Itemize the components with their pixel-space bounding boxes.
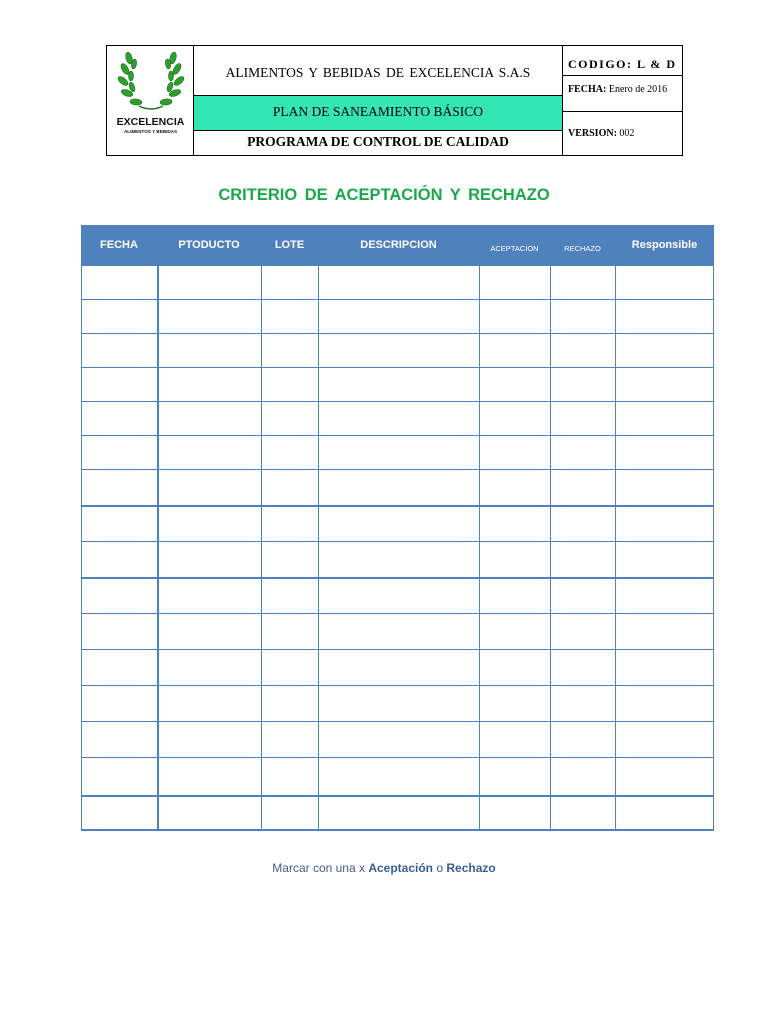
cell-rechazo[interactable] xyxy=(550,578,615,614)
column-header-aceptacion: ACEPTACION xyxy=(490,244,539,253)
cell-lote[interactable] xyxy=(261,758,318,796)
table-row xyxy=(81,758,714,796)
cell-fecha[interactable] xyxy=(81,368,157,402)
table-row xyxy=(81,506,714,542)
cell-producto[interactable] xyxy=(157,758,261,796)
cell-lote[interactable] xyxy=(261,506,318,542)
instructions-aceptacion: Aceptación xyxy=(368,861,434,875)
cell-descripcion[interactable] xyxy=(318,650,479,686)
cell-responsible[interactable] xyxy=(615,614,714,650)
cell-rechazo[interactable] xyxy=(550,402,615,436)
cell-fecha[interactable] xyxy=(81,470,157,506)
fecha-row xyxy=(563,76,683,112)
cell-descripcion[interactable] xyxy=(318,368,479,402)
version-row xyxy=(563,112,683,155)
cell-aceptacion[interactable] xyxy=(479,578,550,614)
column-header-fecha: FECHA xyxy=(100,239,138,251)
cell-aceptacion[interactable] xyxy=(479,722,550,758)
cell-responsible[interactable] xyxy=(615,578,714,614)
document-meta xyxy=(563,46,683,155)
cell-fecha[interactable] xyxy=(81,300,157,334)
cell-fecha[interactable] xyxy=(81,436,157,470)
cell-responsible[interactable] xyxy=(615,686,714,722)
header-title-block xyxy=(194,46,563,155)
cell-descripcion[interactable] xyxy=(318,300,479,334)
cell-descripcion[interactable] xyxy=(318,722,479,758)
cell-producto[interactable] xyxy=(157,796,261,830)
cell-rechazo[interactable] xyxy=(550,368,615,402)
column-divider xyxy=(81,266,82,830)
column-header-lote: LOTE xyxy=(274,239,305,251)
cell-descripcion[interactable] xyxy=(318,578,479,614)
table-row xyxy=(81,722,714,758)
fecha-label: FECHA: xyxy=(568,84,607,95)
cell-descripcion[interactable] xyxy=(318,402,479,436)
laurel-wreath-icon xyxy=(115,52,187,114)
cell-descripcion[interactable] xyxy=(318,758,479,796)
cell-fecha[interactable] xyxy=(81,614,157,650)
cell-lote[interactable] xyxy=(261,470,318,506)
cell-rechazo[interactable] xyxy=(550,758,615,796)
cell-aceptacion[interactable] xyxy=(479,796,550,830)
cell-rechazo[interactable] xyxy=(550,796,615,830)
cell-fecha[interactable] xyxy=(81,722,157,758)
column-divider xyxy=(479,266,480,830)
cell-rechazo[interactable] xyxy=(550,334,615,368)
cell-rechazo[interactable] xyxy=(550,436,615,470)
cell-fecha[interactable] xyxy=(81,796,157,830)
column-header-responsible: Responsible xyxy=(631,239,698,251)
table-header xyxy=(81,225,714,266)
cell-fecha[interactable] xyxy=(81,578,157,614)
cell-descripcion[interactable] xyxy=(318,796,479,830)
cell-aceptacion[interactable] xyxy=(479,758,550,796)
cell-rechazo[interactable] xyxy=(550,542,615,578)
cell-producto[interactable] xyxy=(157,300,261,334)
cell-aceptacion[interactable] xyxy=(479,266,550,300)
column-divider xyxy=(550,266,551,830)
column-divider xyxy=(157,266,159,830)
version-value: 002 xyxy=(619,128,635,139)
company-name: ALIMENTOS Y BEBIDAS DE EXCELENCIA S.A.S xyxy=(225,65,531,80)
cell-rechazo[interactable] xyxy=(550,686,615,722)
cell-descripcion[interactable] xyxy=(318,334,479,368)
cell-lote[interactable] xyxy=(261,686,318,722)
program-title: PROGRAMA DE CONTROL DE CALIDAD xyxy=(247,134,509,149)
cell-responsible[interactable] xyxy=(615,722,714,758)
cell-fecha[interactable] xyxy=(81,650,157,686)
cell-rechazo[interactable] xyxy=(550,470,615,506)
page-title: CRITERIO DE ACEPTACIÓN Y RECHAZO xyxy=(218,186,550,204)
cell-producto[interactable] xyxy=(157,402,261,436)
cell-producto[interactable] xyxy=(157,506,261,542)
cell-fecha[interactable] xyxy=(81,334,157,368)
version-field xyxy=(568,128,634,139)
plan-title: PLAN DE SANEAMIENTO BÁSICO xyxy=(272,104,484,119)
cell-descripcion[interactable] xyxy=(318,614,479,650)
cell-producto[interactable] xyxy=(157,436,261,470)
cell-responsible[interactable] xyxy=(615,758,714,796)
table-row xyxy=(81,686,714,722)
row-divider xyxy=(81,829,714,831)
cell-producto[interactable] xyxy=(157,266,261,300)
cell-lote[interactable] xyxy=(261,402,318,436)
codigo-row xyxy=(563,46,683,76)
cell-responsible[interactable] xyxy=(615,436,714,470)
cell-rechazo[interactable] xyxy=(550,266,615,300)
cell-lote[interactable] xyxy=(261,796,318,830)
cell-rechazo[interactable] xyxy=(550,650,615,686)
cell-producto[interactable] xyxy=(157,334,261,368)
cell-fecha[interactable] xyxy=(81,686,157,722)
cell-responsible[interactable] xyxy=(615,300,714,334)
table-row xyxy=(81,578,714,614)
column-divider xyxy=(318,266,319,830)
cell-rechazo[interactable] xyxy=(550,614,615,650)
cell-producto[interactable] xyxy=(157,470,261,506)
cell-responsible[interactable] xyxy=(615,470,714,506)
cell-descripcion[interactable] xyxy=(318,506,479,542)
table-row xyxy=(81,368,714,402)
cell-aceptacion[interactable] xyxy=(479,470,550,506)
cell-descripcion[interactable] xyxy=(318,436,479,470)
cell-descripcion[interactable] xyxy=(318,686,479,722)
column-header-descripcion: DESCRIPCION xyxy=(360,239,437,251)
column-divider xyxy=(713,266,714,830)
cell-producto[interactable] xyxy=(157,686,261,722)
cell-aceptacion[interactable] xyxy=(479,402,550,436)
cell-lote[interactable] xyxy=(261,300,318,334)
cell-responsible[interactable] xyxy=(615,506,714,542)
instructions-middle: o xyxy=(433,861,447,875)
cell-responsible[interactable] xyxy=(615,402,714,436)
document-header xyxy=(106,45,683,156)
cell-lote[interactable] xyxy=(261,436,318,470)
fecha-value: Enero de 2016 xyxy=(608,84,668,95)
instructions-prefix: Marcar con una x xyxy=(272,861,369,875)
logo-subtitle: ALIMENTOS Y BEBIDAS xyxy=(123,129,178,134)
column-divider xyxy=(615,266,616,830)
cell-responsible[interactable] xyxy=(615,796,714,830)
cell-lote[interactable] xyxy=(261,542,318,578)
cell-responsible[interactable] xyxy=(615,266,714,300)
cell-aceptacion[interactable] xyxy=(479,436,550,470)
cell-aceptacion[interactable] xyxy=(479,506,550,542)
cell-rechazo[interactable] xyxy=(550,506,615,542)
cell-fecha[interactable] xyxy=(81,402,157,436)
logo xyxy=(107,46,194,155)
cell-lote[interactable] xyxy=(261,650,318,686)
cell-fecha[interactable] xyxy=(81,266,157,300)
cell-responsible[interactable] xyxy=(615,334,714,368)
table-row xyxy=(81,650,714,686)
cell-responsible[interactable] xyxy=(615,650,714,686)
cell-producto[interactable] xyxy=(157,722,261,758)
cell-producto[interactable] xyxy=(157,650,261,686)
table-row xyxy=(81,470,714,506)
instructions-note xyxy=(0,861,768,875)
cell-producto[interactable] xyxy=(157,368,261,402)
cell-fecha[interactable] xyxy=(81,758,157,796)
codigo-value: CODIGO: L & D xyxy=(568,57,677,71)
cell-rechazo[interactable] xyxy=(550,722,615,758)
cell-producto[interactable] xyxy=(157,578,261,614)
table-row xyxy=(81,542,714,578)
table-row xyxy=(81,402,714,436)
column-header-rechazo: RECHAZO xyxy=(564,244,601,253)
table-row xyxy=(81,436,714,470)
cell-fecha[interactable] xyxy=(81,506,157,542)
cell-descripcion[interactable] xyxy=(318,470,479,506)
cell-producto[interactable] xyxy=(157,614,261,650)
cell-aceptacion[interactable] xyxy=(479,650,550,686)
cell-lote[interactable] xyxy=(261,368,318,402)
table-row xyxy=(81,300,714,334)
table-row xyxy=(81,796,714,830)
fecha-field xyxy=(568,84,667,95)
cell-lote[interactable] xyxy=(261,578,318,614)
cell-fecha[interactable] xyxy=(81,542,157,578)
cell-responsible[interactable] xyxy=(615,542,714,578)
column-divider xyxy=(261,266,262,830)
cell-aceptacion[interactable] xyxy=(479,686,550,722)
cell-responsible[interactable] xyxy=(615,368,714,402)
table-row xyxy=(81,266,714,300)
column-header-producto: PTODUCTO xyxy=(178,239,240,251)
cell-producto[interactable] xyxy=(157,542,261,578)
cell-aceptacion[interactable] xyxy=(479,614,550,650)
cell-rechazo[interactable] xyxy=(550,300,615,334)
cell-aceptacion[interactable] xyxy=(479,334,550,368)
version-label: VERSION: xyxy=(568,128,617,139)
cell-aceptacion[interactable] xyxy=(479,368,550,402)
instructions-rechazo: Rechazo xyxy=(446,861,496,875)
cell-lote[interactable] xyxy=(261,722,318,758)
logo-name: EXCELENCIA xyxy=(116,116,185,128)
table-row xyxy=(81,334,714,368)
table-row xyxy=(81,614,714,650)
cell-lote[interactable] xyxy=(261,614,318,650)
cell-descripcion[interactable] xyxy=(318,542,479,578)
cell-aceptacion[interactable] xyxy=(479,300,550,334)
cell-descripcion[interactable] xyxy=(318,266,479,300)
cell-aceptacion[interactable] xyxy=(479,542,550,578)
cell-lote[interactable] xyxy=(261,266,318,300)
cell-lote[interactable] xyxy=(261,334,318,368)
